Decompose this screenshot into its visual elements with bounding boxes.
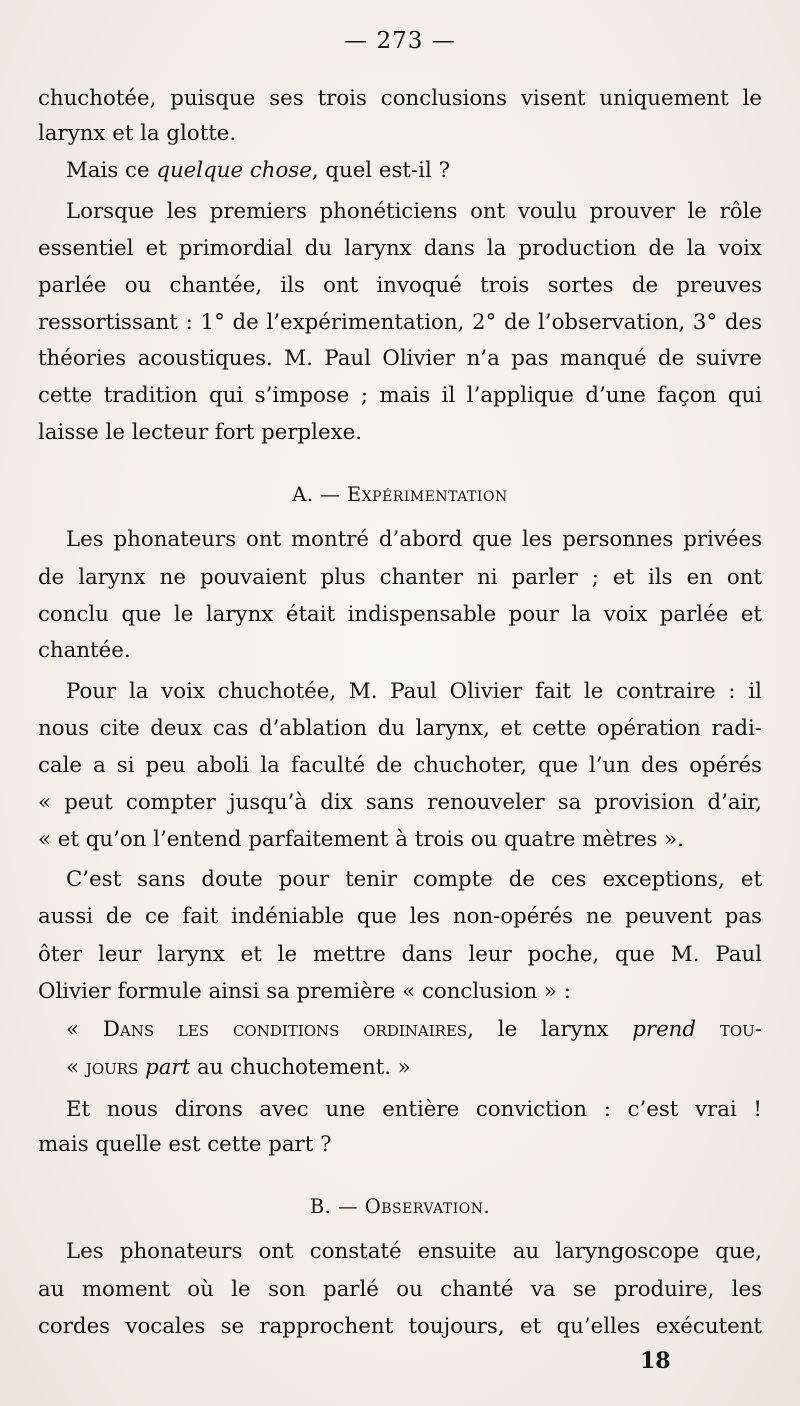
small-caps-phrase: Dans les conditions ordinaires — [102, 1017, 468, 1042]
text-line: de larynx ne pouvaient plus chanter ni parler ; et ils en ont — [38, 565, 762, 590]
text-line: cale a si peu aboli la faculté de chuchoter, que l’un des opérés — [38, 753, 762, 778]
text-line: nous cite deux cas d’ablation du larynx, et cette opération radi- — [38, 716, 762, 741]
small-caps-word: jours — [85, 1055, 139, 1080]
text-line: C’est sans doute pour tenir compte de ces exceptions, et — [66, 867, 762, 892]
text-line: mais quelle est cette part ? — [38, 1132, 332, 1157]
text-line — [66, 154, 762, 188]
text-line: Les phonateurs ont montré d’abord que les personnes privées — [66, 527, 762, 552]
italic-word: part — [145, 1055, 191, 1080]
quote-line — [66, 1013, 762, 1047]
quote-line — [66, 1051, 762, 1085]
text-line: aussi de ce fait indéniable que les non-opérés ne peuvent pas — [38, 904, 762, 929]
text-line: ressortissant : 1° de l’expérimentation, 2° de l’observation, 3° des — [38, 310, 762, 335]
signature-mark: 18 — [640, 1348, 671, 1374]
text-line: « peut compter jusqu’à dix sans renouveler sa provision d’air, — [38, 790, 762, 815]
italic-phrase: quelque chose — [156, 158, 312, 183]
italic-word: prend — [632, 1017, 697, 1042]
text-run: au chuchotement. » — [190, 1055, 411, 1080]
text-run: « — [66, 1055, 86, 1080]
text-line: cordes vocales se rapprochent toujours, et qu’elles exécutent — [38, 1314, 762, 1339]
text-line: Lorsque les premiers phonéticiens ont voulu prouver le rôle — [66, 199, 762, 224]
text-line: ôter leur larynx et le mettre dans leur poche, que M. Paul — [38, 942, 762, 967]
text-run: « — [66, 1017, 103, 1042]
section-heading: B. — Observation. — [309, 1195, 491, 1218]
text-run: , le larynx — [467, 1017, 633, 1042]
text-line: conclu que le larynx était indispensable pour la voix parlée et — [38, 602, 762, 627]
text-line: « et qu’on l’entend parfaitement à trois ou quatre mètres ». — [38, 827, 684, 852]
text-run: Mais ce — [66, 158, 157, 183]
section-heading: A. — Expérimentation — [292, 483, 508, 506]
text-line: cette tradition qui s’impose ; mais il l’applique d’une façon qui — [38, 383, 762, 408]
text-line: Olivier formule ainsi sa première « conclusion » : — [38, 979, 571, 1004]
small-caps-word: tou- — [696, 1017, 762, 1042]
text-line: Les phonateurs ont constaté ensuite au laryngoscope que, — [66, 1239, 762, 1264]
text-line: Pour la voix chuchotée, M. Paul Olivier fait le contraire : il — [66, 679, 762, 704]
text-line: laisse le lecteur fort perplexe. — [38, 420, 362, 445]
text-line: larynx et la glotte. — [38, 121, 237, 146]
text-run: , quel est-il ? — [311, 158, 450, 183]
text-line: chantée. — [38, 638, 131, 663]
text-line: essentiel et primordial du larynx dans la production de la voix — [38, 236, 762, 261]
page-number: — 273 — — [344, 28, 456, 54]
text-line: théories acoustiques. M. Paul Olivier n’a pas manqué de suivre — [38, 346, 762, 371]
text-line: chuchotée, puisque ses trois conclusions visent uniquement le — [38, 86, 762, 111]
text-line: Et nous dirons avec une entière conviction : c’est vrai ! — [66, 1097, 762, 1122]
text-line: parlée ou chantée, ils ont invoqué trois sortes de preuves — [38, 273, 762, 298]
text-line: au moment où le son parlé ou chanté va se produire, les — [38, 1277, 762, 1302]
